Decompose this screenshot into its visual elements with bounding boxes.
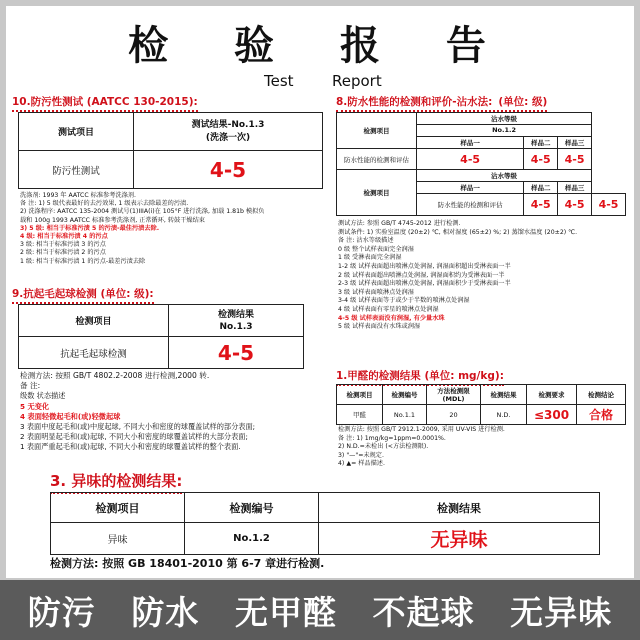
formaldehyde-note: 2) N.D.=未检出 (<方法检测限). <box>338 443 429 451</box>
stain-note: 4 级: 相当于标准污渍 4 的污点 <box>20 233 108 241</box>
water-group-1: 沾水等级 <box>417 113 592 125</box>
water-notes <box>338 220 577 332</box>
water-note: 测试方法: 参照 GB/T 4745-2012 进行检测. <box>338 220 461 227</box>
water-heading <box>336 94 547 112</box>
water-note: 4-5 级 试样表面没有润湿, 有少量水珠 <box>338 314 445 322</box>
pilling-remark: 备 注: <box>20 381 41 391</box>
report-subtitle-test: Test <box>264 72 294 90</box>
water-note: 3 级 试样表面喷淋点处润湿 <box>338 288 414 296</box>
pilling-heading: 9.抗起毛起球检测 (单位: 级): <box>12 286 154 304</box>
pilling-col-result-1: 检测结果 <box>217 309 254 320</box>
stain-note: 1 级: 相当于标准污渍 1 的污点-最差污渍去除 <box>20 257 146 265</box>
formaldehyde-col: 检测编号 <box>383 385 427 405</box>
pilling-method: 检测方法: 按照 GB/T 4802.2-2008 进行检测,2000 转. <box>20 371 210 380</box>
formaldehyde-cell: 甲醛 <box>337 405 383 425</box>
pilling-row-item: 抗起毛起球检测 <box>19 337 169 369</box>
feature-banner <box>0 580 640 640</box>
report-subtitle-report: Report <box>332 72 382 90</box>
stain-note: 备 注: 1) 5 级代表最好的去污效果, 1 级表示去除最差的污渍. <box>20 200 189 208</box>
water-sample-label: 样品二 <box>524 182 558 194</box>
report-sheet <box>6 6 634 578</box>
pilling-grade: 3 表面中度起毛和(或)中度起球, 不同大小和密度的球覆盖试样的部分表面; <box>20 422 256 432</box>
stain-col-result-1: 测试结果-No.1.3 <box>191 119 265 130</box>
formaldehyde-col: 方法检测限 (MDL) <box>427 385 481 405</box>
formaldehyde-table <box>336 384 626 425</box>
formaldehyde-conclusion: 合格 <box>577 405 626 425</box>
pilling-grade: 1 表面严重起毛和(或)起球, 不同大小和密度的球覆盖试样的整个表面. <box>20 442 241 452</box>
feature-label: 无甲醛 <box>234 592 337 632</box>
water-row-item-2: 防水性能的检测和评估 <box>417 194 524 216</box>
water-note: 5 级 试样表面没有水珠或润湿 <box>338 323 421 331</box>
water-value: 4-5 <box>592 194 626 216</box>
water-sample-label: 样品一 <box>417 182 524 194</box>
formaldehyde-col: 检测结果 <box>481 385 527 405</box>
water-group-1-sub: No.1.2 <box>417 124 592 136</box>
water-note: 4 级 试样表面有零星的喷淋点处润湿 <box>338 305 439 313</box>
formaldehyde-note: 备 注: 1) 1mg/kg=1ppm=0.0001%. <box>338 434 446 442</box>
water-sample-label: 样品三 <box>558 136 592 148</box>
stain-note: 洗涤剂: 1993 年 AATCC 标准参考洗涤剂. <box>20 192 136 199</box>
pilling-table <box>18 304 304 369</box>
stain-row-value: 4-5 <box>134 151 323 189</box>
water-note: 1 级 受淋表面完全润湿 <box>338 254 402 262</box>
pilling-notes <box>20 371 255 453</box>
stain-col-item: 测试项目 <box>19 113 134 151</box>
stain-col-result <box>134 113 323 151</box>
water-value: 4-5 <box>558 148 592 170</box>
water-note: 2 级 试样表面超出喷淋点处润湿, 润湿面积约为受淋表面一半 <box>338 271 505 279</box>
pilling-grade-head: 级数 状态描述 <box>20 391 66 401</box>
water-note: 3-4 级 试样表面等于或少于半数的喷淋点处润湿 <box>338 297 470 305</box>
formaldehyde-notes <box>338 426 505 469</box>
feature-label: 不起球 <box>372 592 475 632</box>
formaldehyde-col: 检测要求 <box>527 385 577 405</box>
water-col-item-2: 检测项目 <box>337 170 417 216</box>
water-sample-label: 样品一 <box>417 136 524 148</box>
stain-note: 2 级: 相当于标准污渍 2 的污点 <box>20 249 106 257</box>
water-value: 4-5 <box>558 194 592 216</box>
odor-method: 检测方法: 按照 GB 18401-2010 第 6-7 章进行检测. <box>50 557 325 570</box>
water-sample-label: 样品三 <box>558 182 592 194</box>
water-sample-label: 样品二 <box>524 136 558 148</box>
pilling-row-value: 4-5 <box>169 337 304 369</box>
odor-cell: 异味 <box>51 523 185 555</box>
feature-label: 防水 <box>131 592 200 632</box>
stain-note: 2) 洗涤程序: AATCC 135-2004 测试号(1)IIIA(i)在 105°F 进行洗涤, 加载 1.81b 模拟负 <box>20 208 265 216</box>
formaldehyde-note: 检测方法: 按照 GB/T 2912.1-2009, 采用 UV-VIS 进行检测. <box>338 426 505 433</box>
pilling-grade: 2 表面明显起毛和(或)起球, 不同大小和密度的球覆盖试样的大部分表面; <box>20 432 248 442</box>
formaldehyde-cell: N.D. <box>481 405 527 425</box>
stain-row-item: 防污性测试 <box>19 151 134 189</box>
pilling-col-item: 检测项目 <box>19 305 169 337</box>
odor-heading: 3. 异味的检测结果: <box>50 470 182 494</box>
stain-heading: 10.防污性测试 (AATCC 130-2015): <box>12 94 198 112</box>
formaldehyde-note: 4) ▲= 样品描述. <box>338 460 385 468</box>
formaldehyde-heading: 1.甲醛的检测结果 (单位: mg/kg): <box>336 368 504 386</box>
formaldehyde-cell: No.1.1 <box>383 405 427 425</box>
formaldehyde-requirement: ≤300 <box>527 405 577 425</box>
water-note: 测试条件: 1) 实验室温度 (20±2) ℃, 相对湿度 (65±2) %; 2) 蒸馏水温度 (20±2) ℃. <box>338 228 578 236</box>
water-value: 4-5 <box>524 194 558 216</box>
water-note: 0 级 整个试样表面完全润湿 <box>338 245 414 253</box>
odor-col: 检测编号 <box>185 493 319 523</box>
feature-label: 防污 <box>27 592 96 632</box>
stain-col-result-2: (洗涤一次) <box>205 132 251 143</box>
report-title: 检 验 报 告 <box>128 22 512 69</box>
formaldehyde-note: 3) "—"=未规定. <box>338 451 384 459</box>
water-heading-unit: (单位: 级) <box>498 96 548 108</box>
stain-note: 载和 100g 1993 AATCC 标准参考洗涤剂, 正常循环, 转鼓干燥结束 <box>20 216 205 224</box>
water-group-2: 沾水等级 <box>417 170 592 182</box>
feature-label: 无异味 <box>510 592 613 632</box>
formaldehyde-cell: 20 <box>427 405 481 425</box>
odor-result: 无异味 <box>319 523 600 555</box>
pilling-grade: 5 无变化 <box>20 401 50 411</box>
stain-note: 3 级: 相当于标准污渍 3 的污点 <box>20 241 106 249</box>
stain-table <box>18 112 323 189</box>
water-col-item: 检测项目 <box>337 113 417 149</box>
water-row-item: 防水性能的检测和评估 <box>337 148 417 170</box>
stain-note: 3) 5 级: 相当于标准污渍 5 的污渍-最佳污渍去除. <box>20 224 160 232</box>
pilling-col-result-2: No.1.3 <box>219 321 253 332</box>
odor-col: 检测项目 <box>51 493 185 523</box>
stain-notes <box>20 192 264 266</box>
formaldehyde-col: 检测项目 <box>337 385 383 405</box>
pilling-col-result <box>169 305 304 337</box>
odor-col: 检测结果 <box>319 493 600 523</box>
odor-table <box>50 492 600 555</box>
water-note: 1-2 级 试样表面超出喷淋点处润湿, 润湿面积超出受淋表面一半 <box>338 262 511 270</box>
formaldehyde-col: 检测结论 <box>577 385 626 405</box>
water-heading-title: 8.防水性能的检测和评价-沾水法: <box>336 96 493 108</box>
odor-cell: No.1.2 <box>185 523 319 555</box>
water-note: 备 注: 沾水等级描述 <box>338 237 394 245</box>
water-table <box>336 112 626 216</box>
pilling-grade: 4 表面轻微起毛和(或)轻微起球 <box>20 411 121 421</box>
water-value: 4-5 <box>524 148 558 170</box>
water-note: 2-3 级 试样表面超出喷淋点处润湿, 润湿面积少于受淋表面一半 <box>338 280 511 288</box>
water-value: 4-5 <box>417 148 524 170</box>
